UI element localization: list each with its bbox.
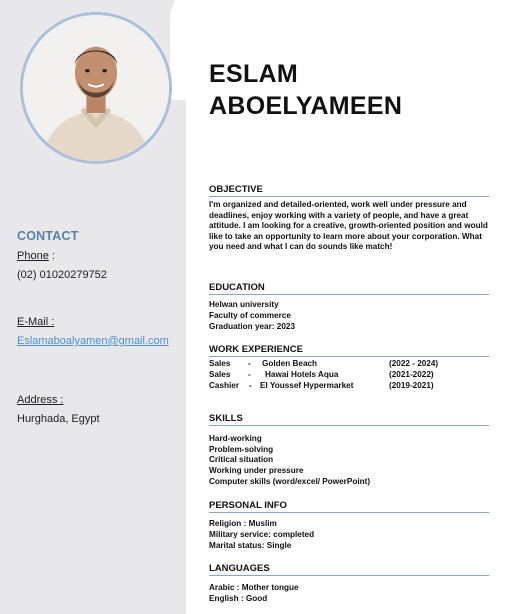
- work-role: Sales: [209, 370, 231, 379]
- full-name: [209, 58, 402, 122]
- email-link[interactable]: Eslamaboalyamen@gmail.com: [17, 335, 169, 347]
- skill-item: Computer skills (word/excel/ PowerPoint): [209, 477, 371, 486]
- personal-info-heading: PERSONAL INFO: [209, 500, 489, 513]
- work-dash: -: [248, 359, 251, 368]
- skill-item: Hard-working: [209, 434, 262, 443]
- work-years: (2021-2022): [389, 370, 434, 379]
- objective-text: I'm organized and detailed-oriented, work well under pressure and deadlines, enjoy working with a variety of people, and have a great attitude. I am looking for a creative, growth-oriented position and would like to take an opportunity to learn more about your corporation. What you need and what I can do sounds like match!: [209, 200, 488, 252]
- work-years: (2019-2021): [389, 381, 434, 390]
- education-line: Faculty of commerce: [209, 311, 291, 320]
- education-line: Helwan university: [209, 300, 279, 309]
- work-dash: -: [248, 370, 251, 379]
- phone-label: [17, 250, 55, 262]
- phone-label-text: Phone: [17, 250, 49, 262]
- skill-item: Working under pressure: [209, 466, 304, 475]
- work-experience-heading: WORK EXPERIENCE: [209, 344, 489, 357]
- work-place: Hawai Hotels Aqua: [265, 370, 339, 379]
- address-label: [17, 394, 63, 406]
- skill-item: Problem-solving: [209, 445, 274, 454]
- first-name: ESLAM: [209, 60, 298, 88]
- work-place: El Youssef Hypermarket: [260, 381, 354, 390]
- address-value: Hurghada, Egypt: [17, 413, 100, 425]
- language-line: Arabic : Mother tongue: [209, 583, 299, 592]
- last-name: ABOELYAMEEN: [209, 92, 403, 120]
- education-heading: EDUCATION: [209, 282, 489, 295]
- personal-info-line: Military service: completed: [209, 530, 315, 539]
- objective-heading: OBJECTIVE: [209, 184, 489, 197]
- education-line: Graduation year: 2023: [209, 322, 296, 331]
- email-label-text: E-Mail :: [17, 316, 55, 328]
- language-line: English : Good: [209, 594, 268, 603]
- work-years: (2022 - 2024): [389, 359, 439, 368]
- personal-info-line: Religion : Muslim: [209, 519, 277, 528]
- email-label: [17, 316, 54, 328]
- address-label-text: Address :: [17, 394, 64, 406]
- profile-photo-illustration: [23, 15, 169, 161]
- skills-heading: SKILLS: [209, 413, 489, 426]
- work-place: Golden Beach: [262, 359, 318, 368]
- work-role: Cashier: [209, 381, 240, 390]
- languages-heading: LANGUAGES: [209, 563, 489, 576]
- contact-heading: CONTACT: [17, 229, 79, 243]
- skill-item: Critical situation: [209, 455, 274, 464]
- work-role: Sales: [209, 359, 231, 368]
- work-dash: -: [249, 381, 252, 390]
- phone-label-colon: :: [48, 250, 55, 262]
- phone-value: (02) 01020279752: [17, 269, 107, 281]
- personal-info-line: Marital status: Single: [209, 541, 292, 550]
- profile-photo: [20, 12, 172, 164]
